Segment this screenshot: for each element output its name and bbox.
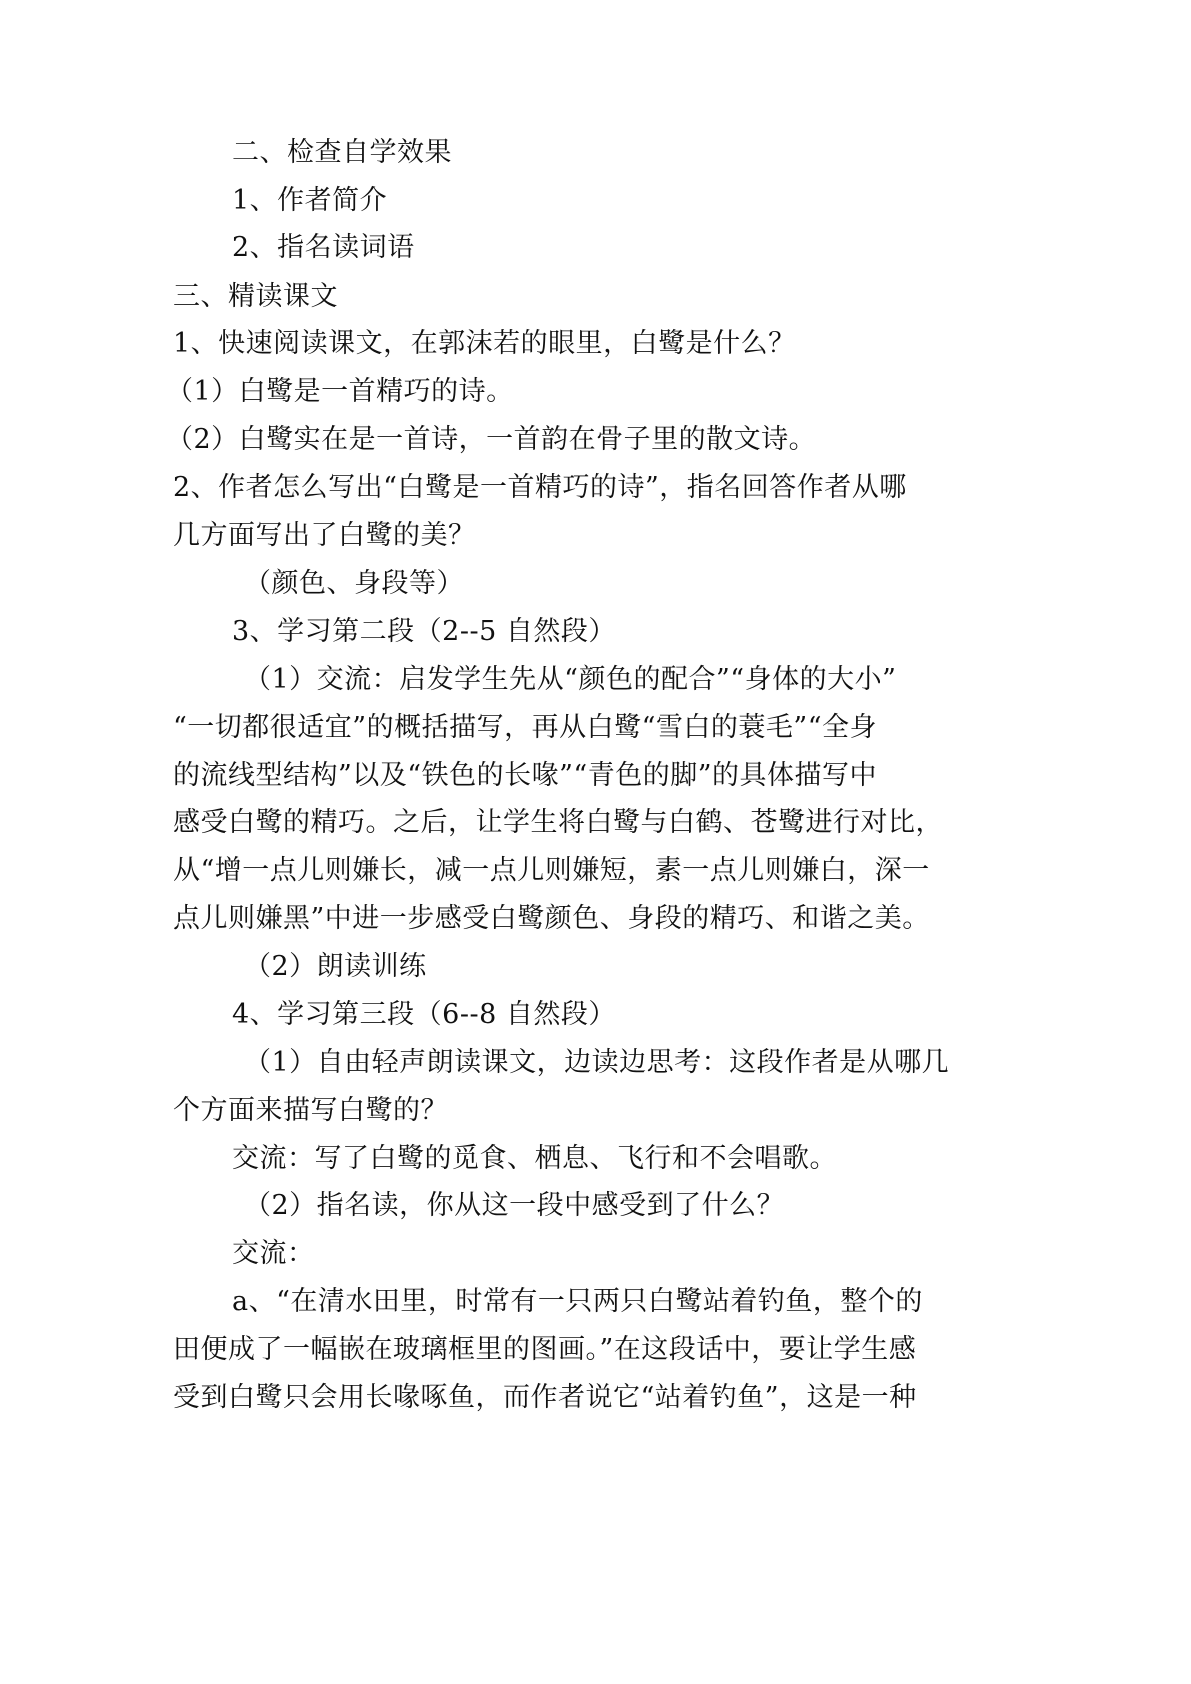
text-line: 感受白鹭的精巧。之后，让学生将白鹭与白鹤、苍鹭进行对比，	[173, 807, 943, 838]
text-line: （1）交流：启发学生先从“颜色的配合”“身体的大小”	[244, 664, 897, 695]
text-line: “一切都很适宜”的概括描写，再从白鹭“雪白的蓑毛”“全身	[173, 712, 878, 743]
text-line: 交流：写了白鹭的觅食、栖息、飞行和不会唱歌。	[232, 1143, 837, 1174]
text-line: 从“增一点儿则嫌长，减一点儿则嫌短，素一点儿则嫌白，深一	[173, 855, 930, 886]
text-line: 田便成了一幅嵌在玻璃框里的图画。”在这段话中，要让学生感	[173, 1334, 917, 1365]
text-line: （颜色、身段等）	[244, 568, 464, 599]
text-line: （2）白鹭实在是一首诗，一首韵在骨子里的散文诗。	[166, 424, 817, 455]
text-line: 4、学习第三段（6--8 自然段）	[232, 999, 616, 1030]
text-line: （2）指名读，你从这一段中感受到了什么？	[244, 1190, 785, 1221]
text-line: 几方面写出了白鹭的美？	[173, 520, 476, 551]
text-line: 点儿则嫌黑”中进一步感受白鹭颜色、身段的精巧、和谐之美。	[173, 903, 930, 934]
text-line: （1）自由轻声朗读课文，边读边思考：这段作者是从哪几	[244, 1047, 950, 1078]
text-line: 的流线型结构”以及“铁色的长喙”“青色的脚”的具体描写中	[173, 760, 878, 791]
text-line: 交流：	[232, 1238, 315, 1269]
text-line: 受到白鹭只会用长喙啄鱼，而作者说它“站着钓鱼”，这是一种	[173, 1382, 917, 1413]
text-line: a、“在清水田里，时常有一只两只白鹭站着钓鱼，整个的	[232, 1286, 923, 1317]
text-line: 2、指名读词语	[232, 232, 415, 263]
section-heading-2: 二、检查自学效果	[232, 137, 452, 168]
text-line: 3、学习第二段（2--5 自然段）	[232, 616, 616, 647]
text-line: （2）朗读训练	[244, 951, 427, 982]
text-line: （1）白鹭是一首精巧的诗。	[166, 376, 514, 407]
text-line: 1、快速阅读课文，在郭沫若的眼里，白鹭是什么？	[173, 328, 796, 359]
section-heading-3: 三、精读课文	[173, 281, 338, 312]
text-line: 1、作者简介	[232, 185, 388, 216]
text-line: 2、作者怎么写出“白鹭是一首精巧的诗”，指名回答作者从哪	[173, 472, 907, 503]
text-line: 个方面来描写白鹭的？	[173, 1095, 448, 1126]
